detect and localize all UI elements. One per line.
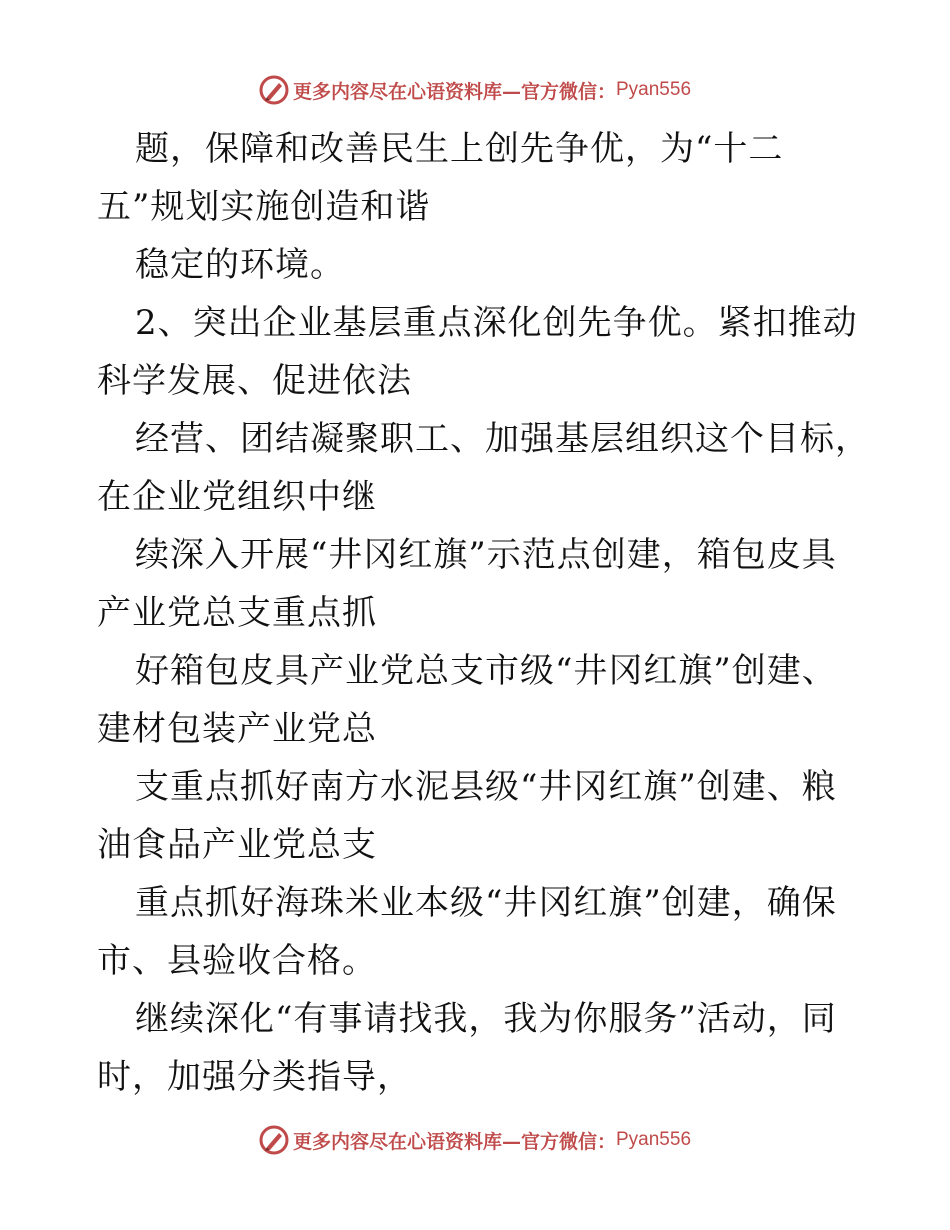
body-line: 时，加强分类指导， — [97, 1057, 412, 1097]
pen-circle-logo-icon — [259, 1125, 289, 1155]
body-line: 重点抓好海珠米业本级“井冈红旗”创建，确保 — [135, 883, 837, 923]
document-body — [97, 120, 877, 1106]
body-line: 市、县验收合格。 — [97, 941, 377, 981]
body-line: 五”规划实施创造和谐 — [97, 187, 431, 227]
pen-circle-logo-icon — [259, 75, 289, 105]
body-line: 油食品产业党总支 — [97, 825, 377, 865]
body-line: 在企业党组织中继 — [97, 477, 377, 517]
body-line: 稳定的环境。 — [135, 245, 345, 285]
footer-wechat-id: Pyan556 — [616, 1129, 692, 1150]
footer-banner-text: 更多内容尽在心语资料库—官方微信： — [292, 1130, 616, 1153]
body-line: 续深入开展“井冈红旗”示范点创建，箱包皮具 — [135, 535, 837, 575]
body-line: 继续深化“有事请找我，我为你服务”活动，同 — [135, 999, 837, 1039]
body-line: 产业党总支重点抓 — [97, 593, 377, 633]
body-line: 经营、团结凝聚职工、加强基层组织这个目标， — [135, 419, 870, 459]
header-wechat-id: Pyan556 — [616, 79, 692, 100]
header-banner — [0, 70, 950, 110]
body-line: 2、突出企业基层重点深化创先争优。紧扣推动 — [135, 303, 858, 343]
body-line: 科学发展、促进依法 — [97, 361, 412, 401]
body-line: 好箱包皮具产业党总支市级“井冈红旗”创建、 — [135, 651, 837, 691]
body-line: 建材包装产业党总 — [97, 709, 377, 749]
body-line: 题，保障和改善民生上创先争优，为“十二 — [135, 129, 784, 169]
footer-banner — [0, 1120, 950, 1160]
body-line: 支重点抓好南方水泥县级“井冈红旗”创建、粮 — [135, 767, 837, 807]
header-banner-text: 更多内容尽在心语资料库—官方微信： — [292, 80, 616, 103]
